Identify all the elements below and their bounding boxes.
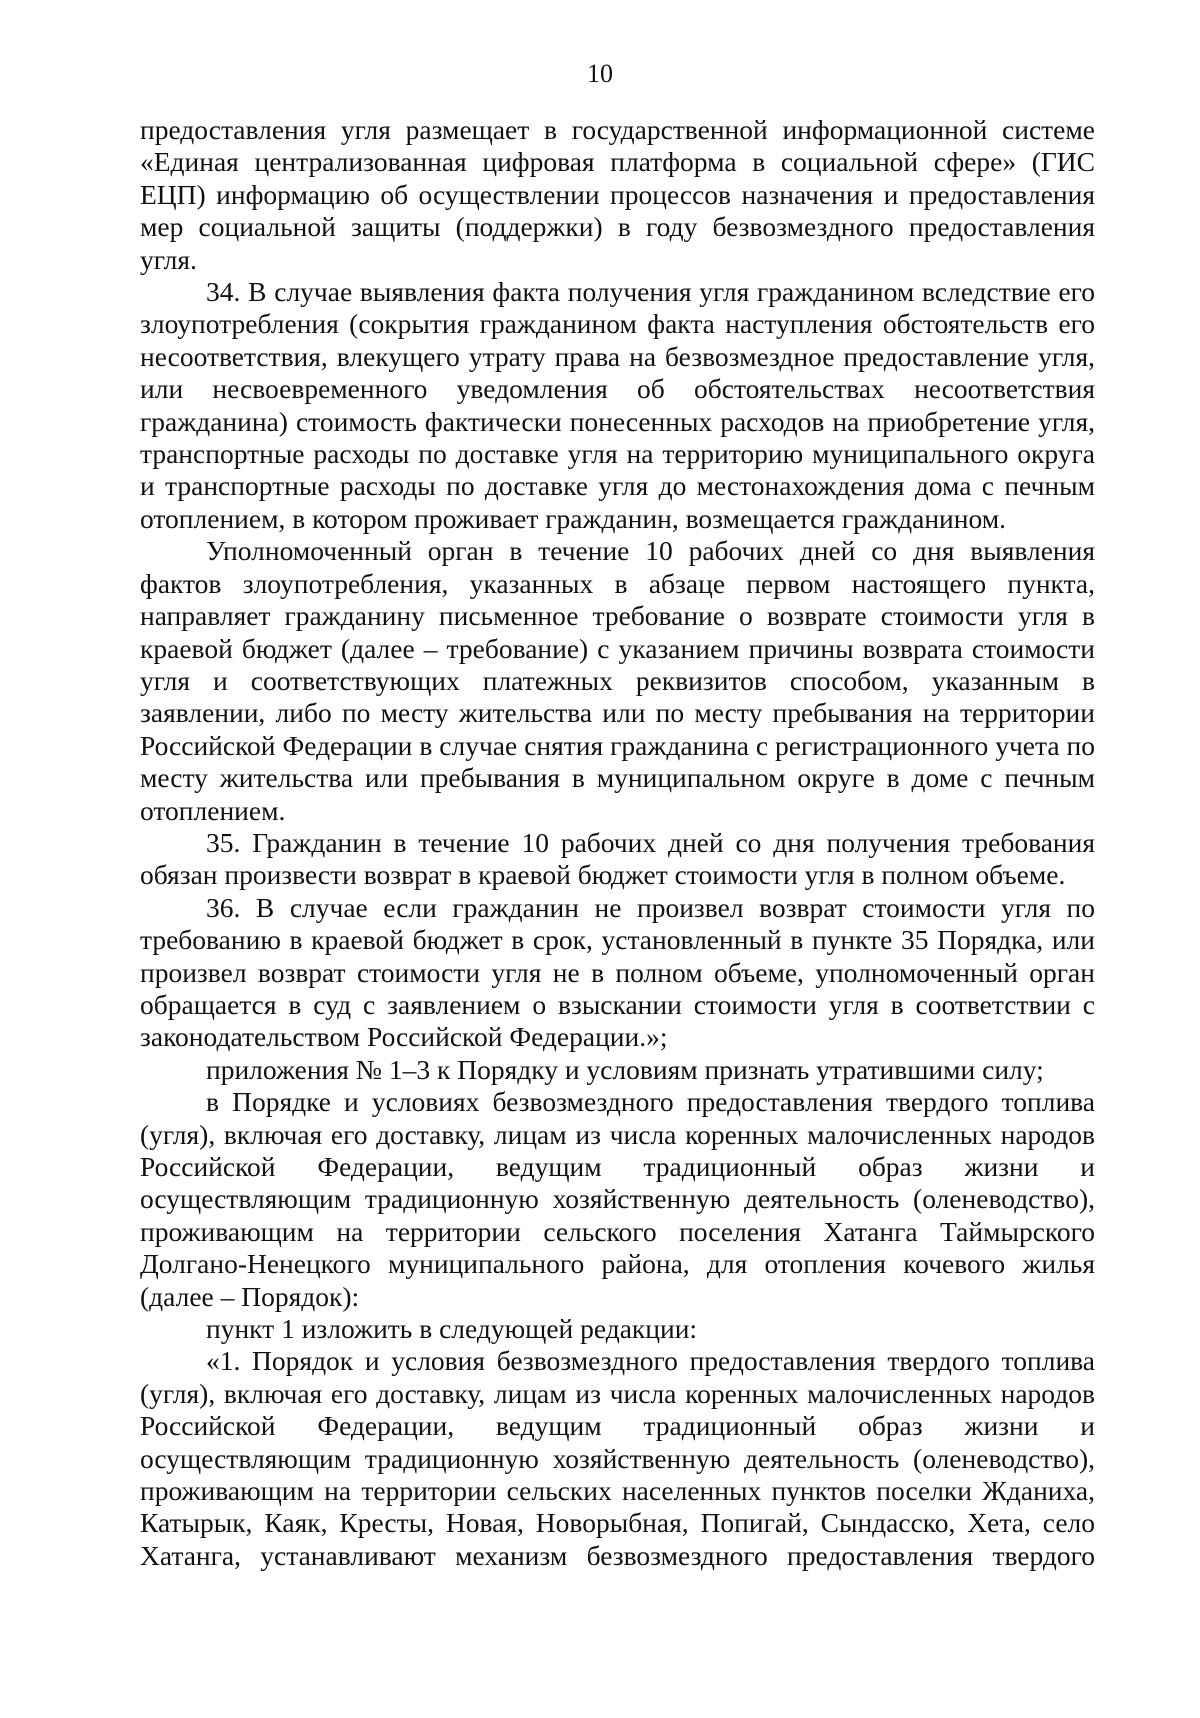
paragraph-item-1-intro: пункт 1 изложить в следующей редакции: bbox=[206, 1313, 698, 1345]
paragraph-item-1-text: «1. Порядок и условия безвозмездного предоставления твердого топлива (угля), включая его доставку, лицам из числа коренных малочисленных народов Российской Федерации, ведущим традиционный образ жизни и осуществляющим традиционную хозяйственную деятельность (оленеводство), проживающим на территории сельских населенных пунктов поселки Жданиха, Катырык, Каяк, Кресты, Новая, Новорыбная, Попигай, Сындасско, Хета, село Хатанга, устанавливают механизм безвозмездного предоставления твердого bbox=[140, 1345, 1095, 1571]
paragraph-continuation: предоставления угля размещает в государственной информационной системе «Единая централизованная цифровая платформа в социальной сфере» (ГИС ЕЦП) информацию об осуществлении процессов назначения и предоставления мер социальной защиты (поддержки) в году безвозмездного предоставления угля. bbox=[140, 114, 1095, 275]
paragraph-authority-requirement: Уполномоченный орган в течение 10 рабочих дней со дня выявления фактов злоупотребления, указанных в абзаце первом настоящего пункта, направляет гражданину письменное требование о возврате стоимости угля в краевой бюджет (далее – требование) с указанием причины возврата стоимости угля и соответствующих платежных реквизитов способом, указанным в заявлении, либо по месту жительства или по месту пребывания на территории Российской Федерации в случае снятия гражданина с регистрационного учета по месту жительства или пребывания в муниципальном округе в доме с печным отоплением. bbox=[140, 535, 1095, 826]
page-number: 10 bbox=[587, 59, 613, 88]
paragraph-procedure-amendment: в Порядке и условиях безвозмездного предоставления твердого топлива (угля), включая его доставку, лицам из числа коренных малочисленных народов Российской Федерации, ведущим традиционный образ жизни и осуществляющим традиционную хозяйственную деятельность (оленеводство), проживающим на территории сельского поселения Хатанга Таймырского Долгано-Ненецкого муниципального района, для отопления кочевого жилья (далее – Порядок): bbox=[140, 1086, 1095, 1312]
document-body bbox=[140, 114, 1095, 1572]
paragraph-item-34: 34. В случае выявления факта получения угля гражданином вследствие его злоупотребления (сокрытия гражданином факта наступления обстоятельств его несоответствия, влекущего утрату права на безвозмездное предоставление угля, или несвоевременного уведомления об обстоятельствах несоответствия гражданина) стоимость фактически понесенных расходов на приобретение угля, транспортные расходы по доставке угля на территорию муниципального округа и транспортные расходы по доставке угля до местонахождения дома с печным отоплением, в котором проживает гражданин, возмещается гражданином. bbox=[140, 276, 1095, 534]
paragraph-appendices-void: приложения № 1–3 к Порядку и условиям признать утратившими силу; bbox=[206, 1053, 1044, 1085]
paragraph-item-36: 36. В случае если гражданин не произвел возврат стоимости угля по требованию в краевой бюджет в срок, установленный в пункте 35 Порядка, или произвел возврат стоимости угля не в полном объеме, уполномоченный орган обращается в суд с заявлением о взыскании стоимости угля в соответствии с законодательством Российской Федерации.»; bbox=[140, 891, 1095, 1053]
paragraph-item-35: 35. Гражданин в течение 10 рабочих дней со дня получения требования обязан произвести возврат в краевой бюджет стоимости угля в полном объеме. bbox=[140, 826, 1095, 891]
